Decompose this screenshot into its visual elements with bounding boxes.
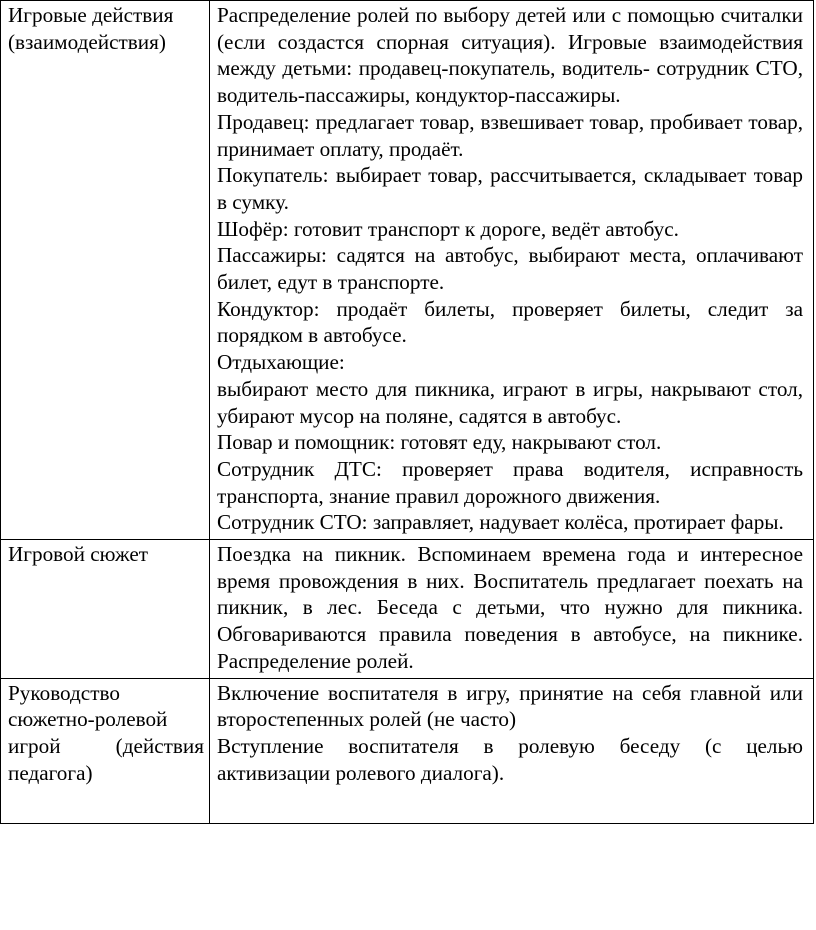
paragraph: Продавец: предлагает товар, взвешивает товар, пробивает товар, принимает оплату, продаёт. [217,109,803,161]
row-label-game-plot: Игровой сюжет [1,540,210,679]
paragraph: Отдыхающие: [217,350,345,375]
table-row-teacher-guidance [1,678,814,823]
paragraph: Шофёр: готовит транспорт к дороге, ведёт автобус. [217,216,679,241]
row-content-game-plot [210,540,814,679]
row-content-teacher-guidance [210,678,814,823]
paragraph: Поездка на пикник. Вспоминаем времена года и интересное время провождения в них. Воспитатель предлагает поехать на пикник, в лес. Беседа с детьми, что нужно для пикника. Обговариваются правила поведения в автобусе, на пикнике. Распределение ролей. [217,542,803,673]
paragraph: Пассажиры: садятся на автобус, выбирают места, оплачивают билет, едут в транспорте. [217,243,803,295]
table-row-game-actions [1,1,814,540]
paragraph: Включение воспитателя в игру, принятие на себя главной или второстепенных ролей (не часто) [217,680,803,732]
row-label-game-actions: Игровые действия (взаимодействия) [1,1,210,540]
row-content-game-actions [210,1,814,540]
paragraph: Сотрудник ДТС: проверяет права водителя, исправность транспорта, знание правил дорожного движения. [217,456,803,508]
table-row-game-plot [1,540,814,679]
paragraph: выбирают место для пикника, играют в игры, накрывают стол, убирают мусор на поляне, садятся в автобус. [217,376,803,428]
paragraph: Сотрудник СТО: заправляет, надувает колёса, протирает фары. [217,510,784,535]
paragraph: Распределение ролей по выбору детей или с помощью считалки (если создастся спорная ситуация). Игровые взаимодействия между детьми: продавец-покупатель, водитель- сотрудник СТО, водитель-пассажиры, кондуктор-пассажиры. [217,3,803,108]
paragraph: Покупатель: выбирает товар, рассчитывается, складывает товар в сумку. [217,163,803,214]
row-label-teacher-guidance: Руководство сюжетно-ролевой игрой (действия педагога) [1,678,210,823]
paragraph: Вступление воспитателя в ролевую беседу (с целью активизации ролевого диалога). [217,733,803,785]
paragraph: Повар и помощник: готовят еду, накрывают стол. [217,430,662,455]
paragraph: Кондуктор: продаёт билеты, проверяет билеты, следит за порядком в автобусе. [217,296,803,348]
